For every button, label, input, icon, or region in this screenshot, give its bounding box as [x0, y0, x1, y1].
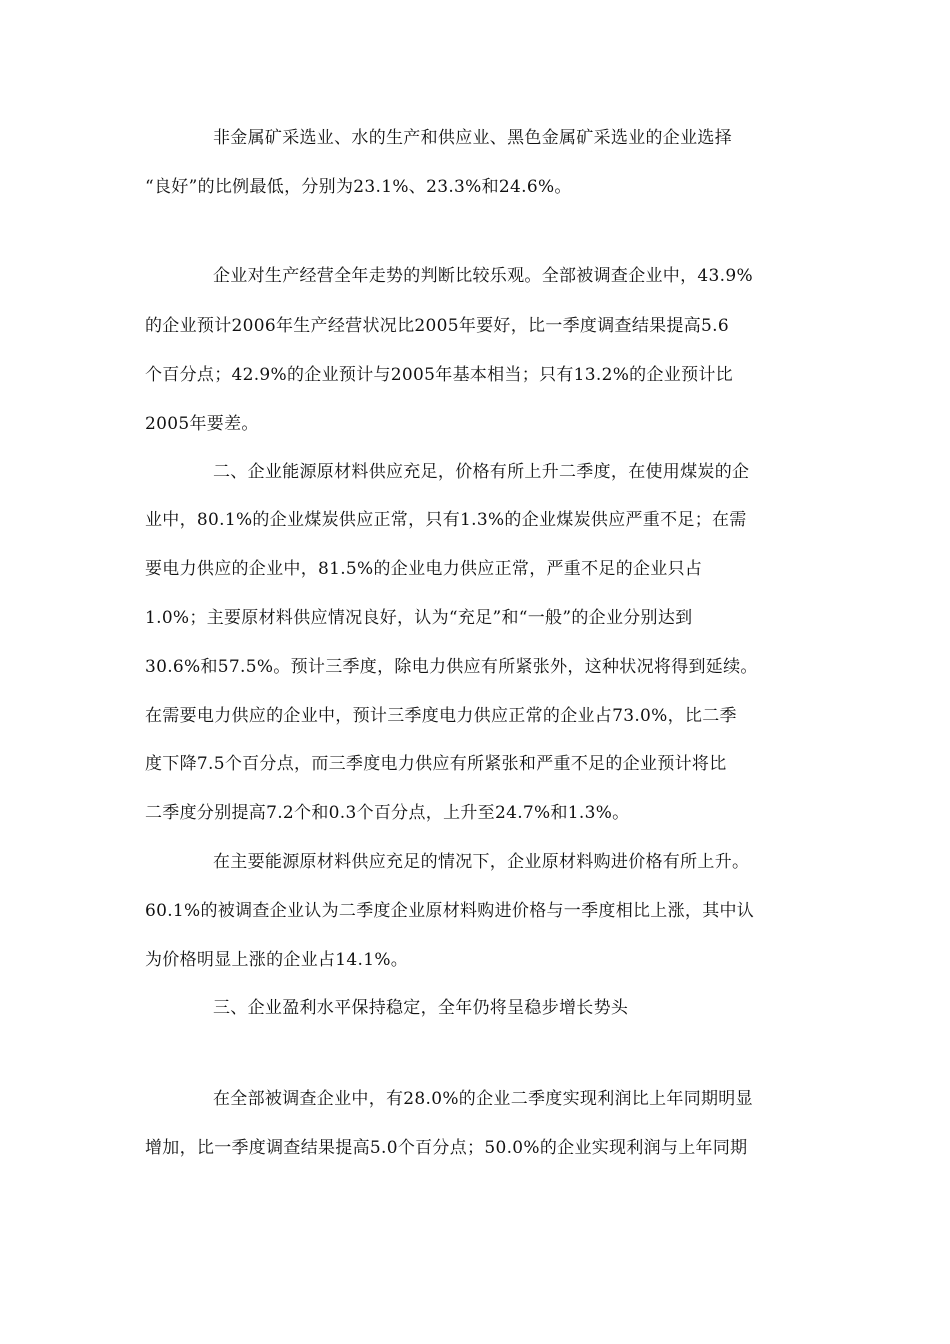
- text-line: 2005年要差。: [145, 414, 259, 434]
- text-line: 业中，80.1%的企业煤炭供应正常，只有1.3%的企业煤炭供应严重不足；在需: [145, 510, 747, 530]
- text-line: 在需要电力供应的企业中，预计三季度电力供应正常的企业占73.0%，比二季: [145, 706, 737, 726]
- section-heading-line: 二、企业能源原材料供应充足，价格有所上升二季度，在使用煤炭的企: [213, 462, 750, 482]
- text-line: 增加，比一季度调查结果提高5.0个百分点；50.0%的企业实现利润与上年同期: [145, 1138, 748, 1158]
- text-line: 的企业预计2006年生产经营状况比2005年要好，比一季度调查结果提高5.6: [145, 316, 729, 336]
- section-heading-line: 三、企业盈利水平保持稳定，全年仍将呈稳步增长势头: [213, 998, 629, 1018]
- text-line: 为价格明显上涨的企业占14.1%。: [145, 950, 409, 970]
- text-line: 度下降7.5个百分点，而三季度电力供应有所紧张和严重不足的企业预计将比: [145, 754, 727, 774]
- text-line: 个百分点；42.9%的企业预计与2005年基本相当；只有13.2%的企业预计比: [145, 365, 733, 385]
- text-line: 60.1%的被调查企业认为二季度企业原材料购进价格与一季度相比上涨，其中认: [145, 901, 755, 921]
- text-line: 1.0%；主要原材料供应情况良好，认为“充足”和“一般”的企业分别达到: [145, 608, 693, 628]
- text-line: 企业对生产经营全年走势的判断比较乐观。全部被调查企业中，43.9%: [213, 266, 753, 286]
- text-line: 非金属矿采选业、水的生产和供应业、黑色金属矿采选业的企业选择: [213, 128, 732, 148]
- text-line: 在全部被调查企业中，有28.0%的企业二季度实现利润比上年同期明显: [213, 1089, 753, 1109]
- text-line: 在主要能源原材料供应充足的情况下，企业原材料购进价格有所上升。: [213, 852, 750, 872]
- text-line: 二季度分别提高7.2个和0.3个百分点，上升至24.7%和1.3%。: [145, 803, 630, 823]
- text-line: “良好”的比例最低，分别为23.1%、23.3%和24.6%。: [145, 177, 572, 197]
- text-line: 要电力供应的企业中，81.5%的企业电力供应正常，严重不足的企业只占: [145, 559, 703, 579]
- text-line: 30.6%和57.5%。预计三季度，除电力供应有所紧张外，这种状况将得到延续。: [145, 657, 758, 677]
